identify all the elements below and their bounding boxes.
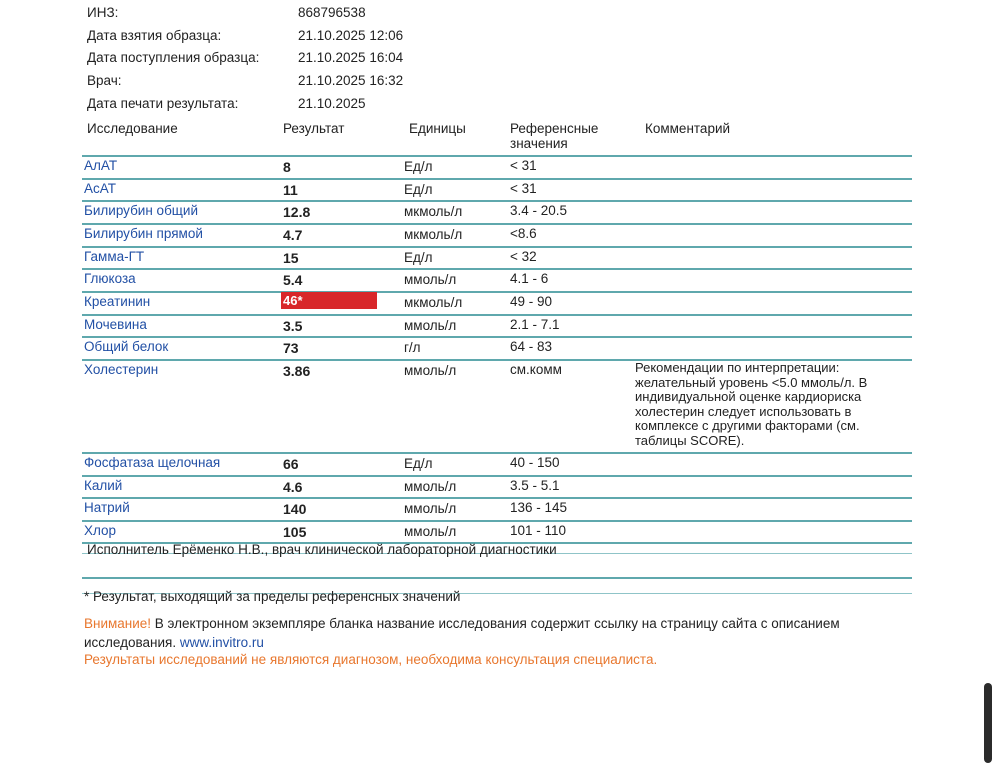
units: Ед/л [404, 182, 433, 197]
meta-label: Дата взятия образца: [87, 27, 222, 43]
reference-range: 2.1 - 7.1 [510, 317, 560, 332]
table-row [82, 452, 912, 475]
reference-range: 136 - 145 [510, 500, 568, 515]
test-name-link[interactable]: АлАТ [84, 158, 118, 173]
reference-range: 3.4 - 20.5 [510, 203, 568, 218]
executor: Исполнитель Ерёменко Н.В., врач клинической лабораторной диагностики [87, 542, 557, 557]
table-row [82, 520, 912, 542]
reference-range: < 31 [510, 181, 537, 196]
meta-label: Врач: [87, 73, 122, 89]
footnote: * Результат, выходящий за пределы референсных значений [84, 589, 461, 604]
meta-label: Дата поступления образца: [87, 50, 260, 66]
reference-range: 101 - 110 [510, 523, 567, 538]
result-value: 140 [283, 501, 307, 517]
units: г/л [404, 340, 421, 355]
units: ммоль/л [404, 501, 457, 516]
disclaimer: Результаты исследований не являются диагнозом, необходима консультация специалиста. [84, 652, 658, 667]
table-row [82, 223, 912, 246]
header-ref-line1: Референсные [510, 121, 599, 136]
meta-label: ИНЗ: [87, 5, 119, 20]
table-row [82, 268, 912, 291]
header-ref-line2: значения [510, 136, 568, 151]
test-name-link[interactable]: Билирубин общий [84, 203, 198, 218]
result-value: 66 [283, 456, 299, 472]
result-value: 15 [283, 250, 299, 266]
test-name-link[interactable]: Мочевина [84, 317, 147, 332]
test-name-link[interactable]: Хлор [84, 523, 117, 538]
result-value: 3.86 [283, 363, 311, 379]
test-name-link[interactable]: АсАТ [84, 181, 116, 196]
units: Ед/л [404, 250, 433, 265]
reference-range: 40 - 150 [510, 455, 560, 470]
test-name-link[interactable]: Гамма-ГТ [84, 249, 145, 264]
meta-value: 21.10.2025 12:06 [298, 27, 404, 43]
test-name-link[interactable]: Холестерин [84, 362, 159, 377]
table-row [82, 475, 912, 497]
table-row [82, 497, 912, 520]
notice-text: В электронном экземпляре бланка название исследования содержит ссылку на страницу сайта с описанием исследования. [84, 616, 840, 650]
units: Ед/л [404, 159, 433, 174]
invitro-link[interactable]: www.invitro.ru [179, 635, 264, 650]
reference-range: < 32 [510, 249, 537, 264]
table-row [82, 155, 912, 178]
table-row [82, 336, 912, 359]
test-name-link[interactable]: Фосфатаза щелочная [84, 455, 221, 470]
meta-label: Дата печати результата: [87, 95, 239, 111]
comment: Рекомендации по интерпретации: желательный уровень <5.0 ммоль/л. В индивидуальной оценке кардиориска холестерин следует использовать в комплексе с другими факторами (см. таблицы SCORE). [635, 360, 868, 448]
table-row [82, 359, 912, 452]
test-name-link[interactable]: Натрий [84, 500, 130, 515]
test-name-link[interactable]: Калий [84, 478, 123, 493]
header-name: Исследование [87, 121, 178, 136]
meta-value: 868796538 [298, 5, 366, 20]
result-value: 73 [283, 340, 299, 356]
units: Ед/л [404, 456, 433, 471]
table-row [82, 200, 912, 223]
reference-range: см.комм [510, 362, 562, 377]
meta-value: 21.10.2025 [298, 95, 366, 111]
notice [84, 614, 924, 652]
scrollbar[interactable] [984, 683, 992, 763]
units: мкмоль/л [404, 227, 463, 242]
units: ммоль/л [404, 479, 457, 494]
reference-range: 49 - 90 [510, 294, 553, 309]
reference-range: 64 - 83 [510, 339, 553, 354]
table-row [82, 178, 912, 200]
result-value-flagged: 46* [281, 292, 377, 309]
reference-range: 3.5 - 5.1 [510, 478, 560, 493]
reference-range: 4.1 - 6 [510, 271, 549, 286]
test-name-link[interactable]: Глюкоза [84, 271, 136, 286]
result-value: 8 [283, 159, 291, 175]
result-value: 105 [283, 524, 307, 540]
result-value: 5.4 [283, 272, 303, 288]
result-value: 11 [283, 182, 298, 198]
section-divider [82, 577, 912, 579]
result-value: 3.5 [283, 318, 303, 334]
result-value: 12.8 [283, 204, 311, 220]
header-comment: Комментарий [645, 121, 731, 136]
table-row [82, 314, 912, 336]
test-name-link[interactable]: Креатинин [84, 294, 151, 309]
units: ммоль/л [404, 272, 457, 287]
test-name-link[interactable]: Билирубин прямой [84, 226, 203, 241]
test-name-link[interactable]: Общий белок [84, 339, 169, 354]
units: ммоль/л [404, 318, 457, 333]
units: мкмоль/л [404, 295, 463, 310]
meta-value: 21.10.2025 16:32 [298, 73, 404, 89]
units: мкмоль/л [404, 204, 463, 219]
result-value: 4.6 [283, 479, 303, 495]
reference-range: < 31 [510, 158, 537, 173]
table-row [82, 291, 912, 314]
units: ммоль/л [404, 524, 457, 539]
result-value: 4.7 [283, 227, 303, 243]
meta-value: 21.10.2025 16:04 [298, 50, 404, 66]
header-result: Результат [283, 121, 345, 136]
table-row [82, 246, 912, 268]
units: ммоль/л [404, 363, 457, 378]
notice-warning: Внимание! [84, 616, 152, 631]
reference-range: <8.6 [510, 226, 537, 241]
header-units: Единицы [409, 121, 466, 136]
